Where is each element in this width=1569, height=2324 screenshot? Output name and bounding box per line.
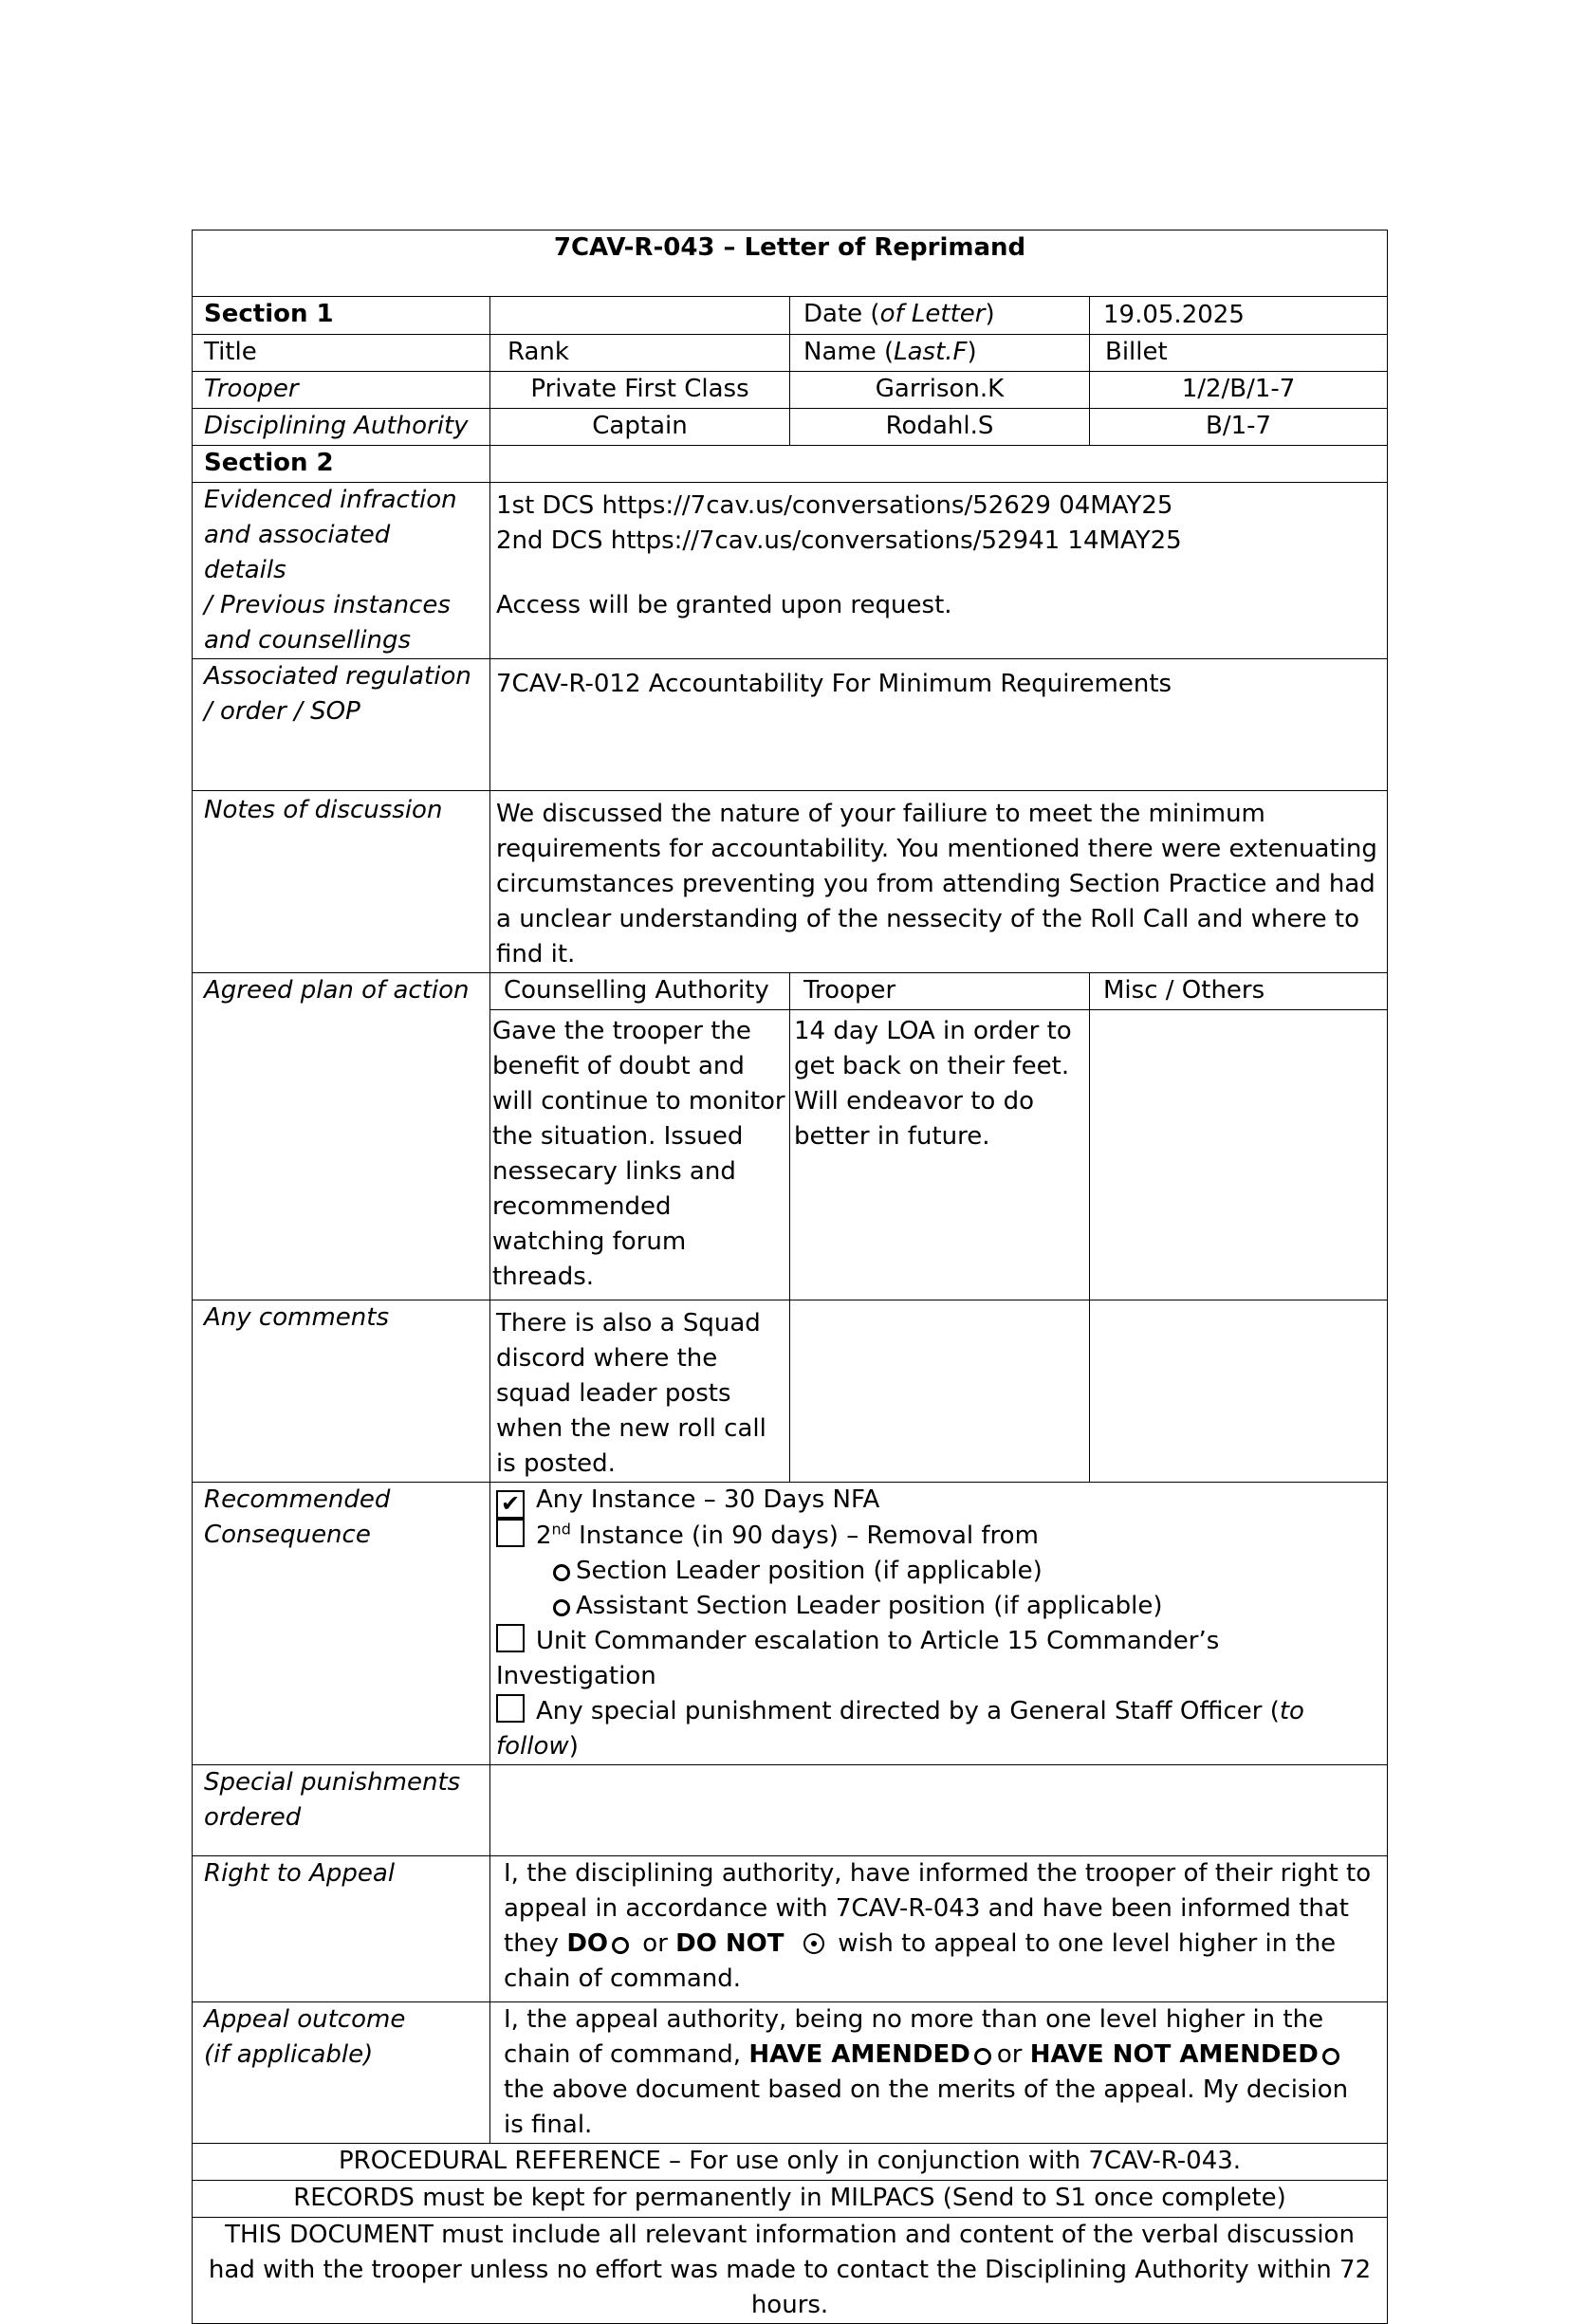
appeal-do-radio-icon[interactable] bbox=[612, 1937, 629, 1954]
special-value[interactable] bbox=[490, 1765, 1388, 1856]
consequence-sub-assistant-leader[interactable]: Assistant Section Leader position (if applicable) bbox=[496, 1589, 1375, 1624]
consequence-option-article-15[interactable]: Unit Commander escalation to Article 15 Commander’s Investigation bbox=[496, 1624, 1375, 1694]
appeal-outcome-row bbox=[193, 2002, 1388, 2144]
title-row bbox=[193, 231, 1388, 297]
column-header-row bbox=[193, 335, 1388, 372]
notes-value[interactable]: We discussed the nature of your failiure to meet the minimum requirements for accountability. You mentioned there were extenuating circumstances preventing you from attending Section Practice and had a unclear understanding of the nessecity of the Roll Call and where to find it. bbox=[490, 791, 1388, 973]
plan-trooper-text[interactable]: 14 day LOA in order to get back on their feet. Will endeavor to do better in future. bbox=[790, 1010, 1090, 1300]
document-title: 7CAV-R-043 – Letter of Reprimand bbox=[193, 231, 1388, 297]
trooper-rank[interactable]: Private First Class bbox=[490, 372, 790, 409]
trooper-name[interactable]: Garrison.K bbox=[790, 372, 1090, 409]
check-icon[interactable]: ✔ bbox=[496, 1490, 525, 1519]
infraction-line: Access will be granted upon request. bbox=[496, 591, 952, 619]
appeal-outcome-text: I, the appeal authority, being no more than one level higher in the chain of command, HAVE AMENDED or HAVE NOT AMENDED the above document based on the merits of the appeal. My decision is final. bbox=[490, 2002, 1388, 2144]
rank-header: Rank bbox=[490, 335, 790, 372]
infraction-line: 2nd DCS https://7cav.us/conversations/52941 14MAY25 bbox=[496, 526, 1182, 555]
appeal-do-not-radio-selected-icon[interactable] bbox=[803, 1933, 824, 1954]
amended-radio-icon[interactable] bbox=[974, 2048, 991, 2065]
procedural-reference: PROCEDURAL REFERENCE – For use only in conjunction with 7CAV-R-043. bbox=[193, 2144, 1388, 2181]
authority-row bbox=[193, 409, 1388, 446]
trooper-row bbox=[193, 372, 1388, 409]
infraction-line: 1st DCS https://7cav.us/conversations/52629 04MAY25 bbox=[496, 491, 1173, 520]
section1-header-row bbox=[193, 297, 1388, 335]
checkbox-empty-icon[interactable] bbox=[496, 1694, 525, 1723]
footer-row-1 bbox=[193, 2144, 1388, 2181]
infraction-details[interactable] bbox=[490, 483, 1388, 659]
radio-empty-icon[interactable] bbox=[553, 1599, 570, 1616]
section2-blank bbox=[490, 446, 1388, 483]
consequence-option-second-instance[interactable]: 2nd Instance (in 90 days) – Removal from bbox=[496, 1519, 1375, 1554]
plan-label: Agreed plan of action bbox=[193, 973, 490, 1300]
radio-empty-icon[interactable] bbox=[553, 1564, 570, 1581]
authority-billet[interactable]: B/1-7 bbox=[1090, 409, 1388, 446]
comments-trooper[interactable] bbox=[790, 1300, 1090, 1483]
notes-label: Notes of discussion bbox=[193, 791, 490, 973]
date-label: Date (of Letter) bbox=[790, 297, 1090, 335]
comments-row bbox=[193, 1300, 1388, 1483]
plan-header-misc: Misc / Others bbox=[1090, 973, 1388, 1010]
section2-header-row bbox=[193, 446, 1388, 483]
document-requirement-note: THIS DOCUMENT must include all relevant information and content of the verbal discussion had with the trooper unless no effort was made to contact the Disciplining Authority within 72 hours. bbox=[193, 2218, 1388, 2324]
plan-header-row bbox=[193, 973, 1388, 1010]
special-label: Special punishments ordered bbox=[193, 1765, 490, 1856]
checkbox-empty-icon[interactable] bbox=[496, 1624, 525, 1652]
plan-misc-text[interactable] bbox=[1090, 1010, 1388, 1300]
not-amended-radio-icon[interactable] bbox=[1322, 2048, 1339, 2065]
regulation-label: Associated regulation / order / SOP bbox=[193, 659, 490, 791]
consequence-label: Recommended Consequence bbox=[193, 1483, 490, 1765]
consequence-row bbox=[193, 1483, 1388, 1765]
trooper-billet[interactable]: 1/2/B/1-7 bbox=[1090, 372, 1388, 409]
comments-misc[interactable] bbox=[1090, 1300, 1388, 1483]
reprimand-form-table bbox=[192, 230, 1388, 2324]
appeal-label: Right to Appeal bbox=[193, 1856, 490, 2002]
plan-header-counselling: Counselling Authority bbox=[490, 973, 790, 1010]
reprimand-document bbox=[192, 230, 1387, 2324]
checkbox-empty-icon[interactable] bbox=[496, 1519, 525, 1547]
infraction-label: Evidenced infraction and associated details / Previous instances and counsellings bbox=[193, 483, 490, 659]
consequence-option-30-days[interactable]: ✔ Any Instance – 30 Days NFA bbox=[496, 1483, 1375, 1519]
authority-label: Disciplining Authority bbox=[193, 409, 490, 446]
regulation-row bbox=[193, 659, 1388, 791]
consequence-sub-section-leader[interactable]: Section Leader position (if applicable) bbox=[496, 1554, 1375, 1589]
section1-label: Section 1 bbox=[193, 297, 490, 335]
billet-header: Billet bbox=[1090, 335, 1388, 372]
title-header: Title bbox=[193, 335, 490, 372]
comments-value[interactable]: There is also a Squad discord where the squad leader posts when the new roll call is posted. bbox=[490, 1300, 790, 1483]
name-header: Name (Last.F) bbox=[790, 335, 1090, 372]
consequence-options bbox=[490, 1483, 1388, 1765]
comments-label: Any comments bbox=[193, 1300, 490, 1483]
notes-row bbox=[193, 791, 1388, 973]
authority-rank[interactable]: Captain bbox=[490, 409, 790, 446]
infraction-row bbox=[193, 483, 1388, 659]
footer-row-2 bbox=[193, 2181, 1388, 2218]
appeal-outcome-label: Appeal outcome (if applicable) bbox=[193, 2002, 490, 2144]
plan-header-trooper: Trooper bbox=[790, 973, 1090, 1010]
appeal-text: I, the disciplining authority, have informed the trooper of their right to appeal in accordance with 7CAV-R-043 and have been informed that they DO or DO NOT wish to appeal to one level higher in the chain of command. bbox=[490, 1856, 1388, 2002]
consequence-option-special[interactable]: Any special punishment directed by a General Staff Officer (to follow) bbox=[496, 1694, 1375, 1764]
section2-label: Section 2 bbox=[193, 446, 490, 483]
special-row bbox=[193, 1765, 1388, 1856]
authority-name[interactable]: Rodahl.S bbox=[790, 409, 1090, 446]
regulation-value[interactable]: 7CAV-R-012 Accountability For Minimum Requirements bbox=[490, 659, 1388, 791]
infraction-spacer bbox=[496, 559, 1375, 588]
date-value[interactable]: 19.05.2025 bbox=[1090, 297, 1388, 335]
records-note: RECORDS must be kept for permanently in MILPACS (Send to S1 once complete) bbox=[193, 2181, 1388, 2218]
plan-counselling-text[interactable]: Gave the trooper the benefit of doubt and will continue to monitor the situation. Issued nessecary links and recommended watching forum threads. bbox=[490, 1010, 790, 1300]
footer-row-3 bbox=[193, 2218, 1388, 2324]
appeal-row bbox=[193, 1856, 1388, 2002]
section1-blank bbox=[490, 297, 790, 335]
trooper-label: Trooper bbox=[193, 372, 490, 409]
